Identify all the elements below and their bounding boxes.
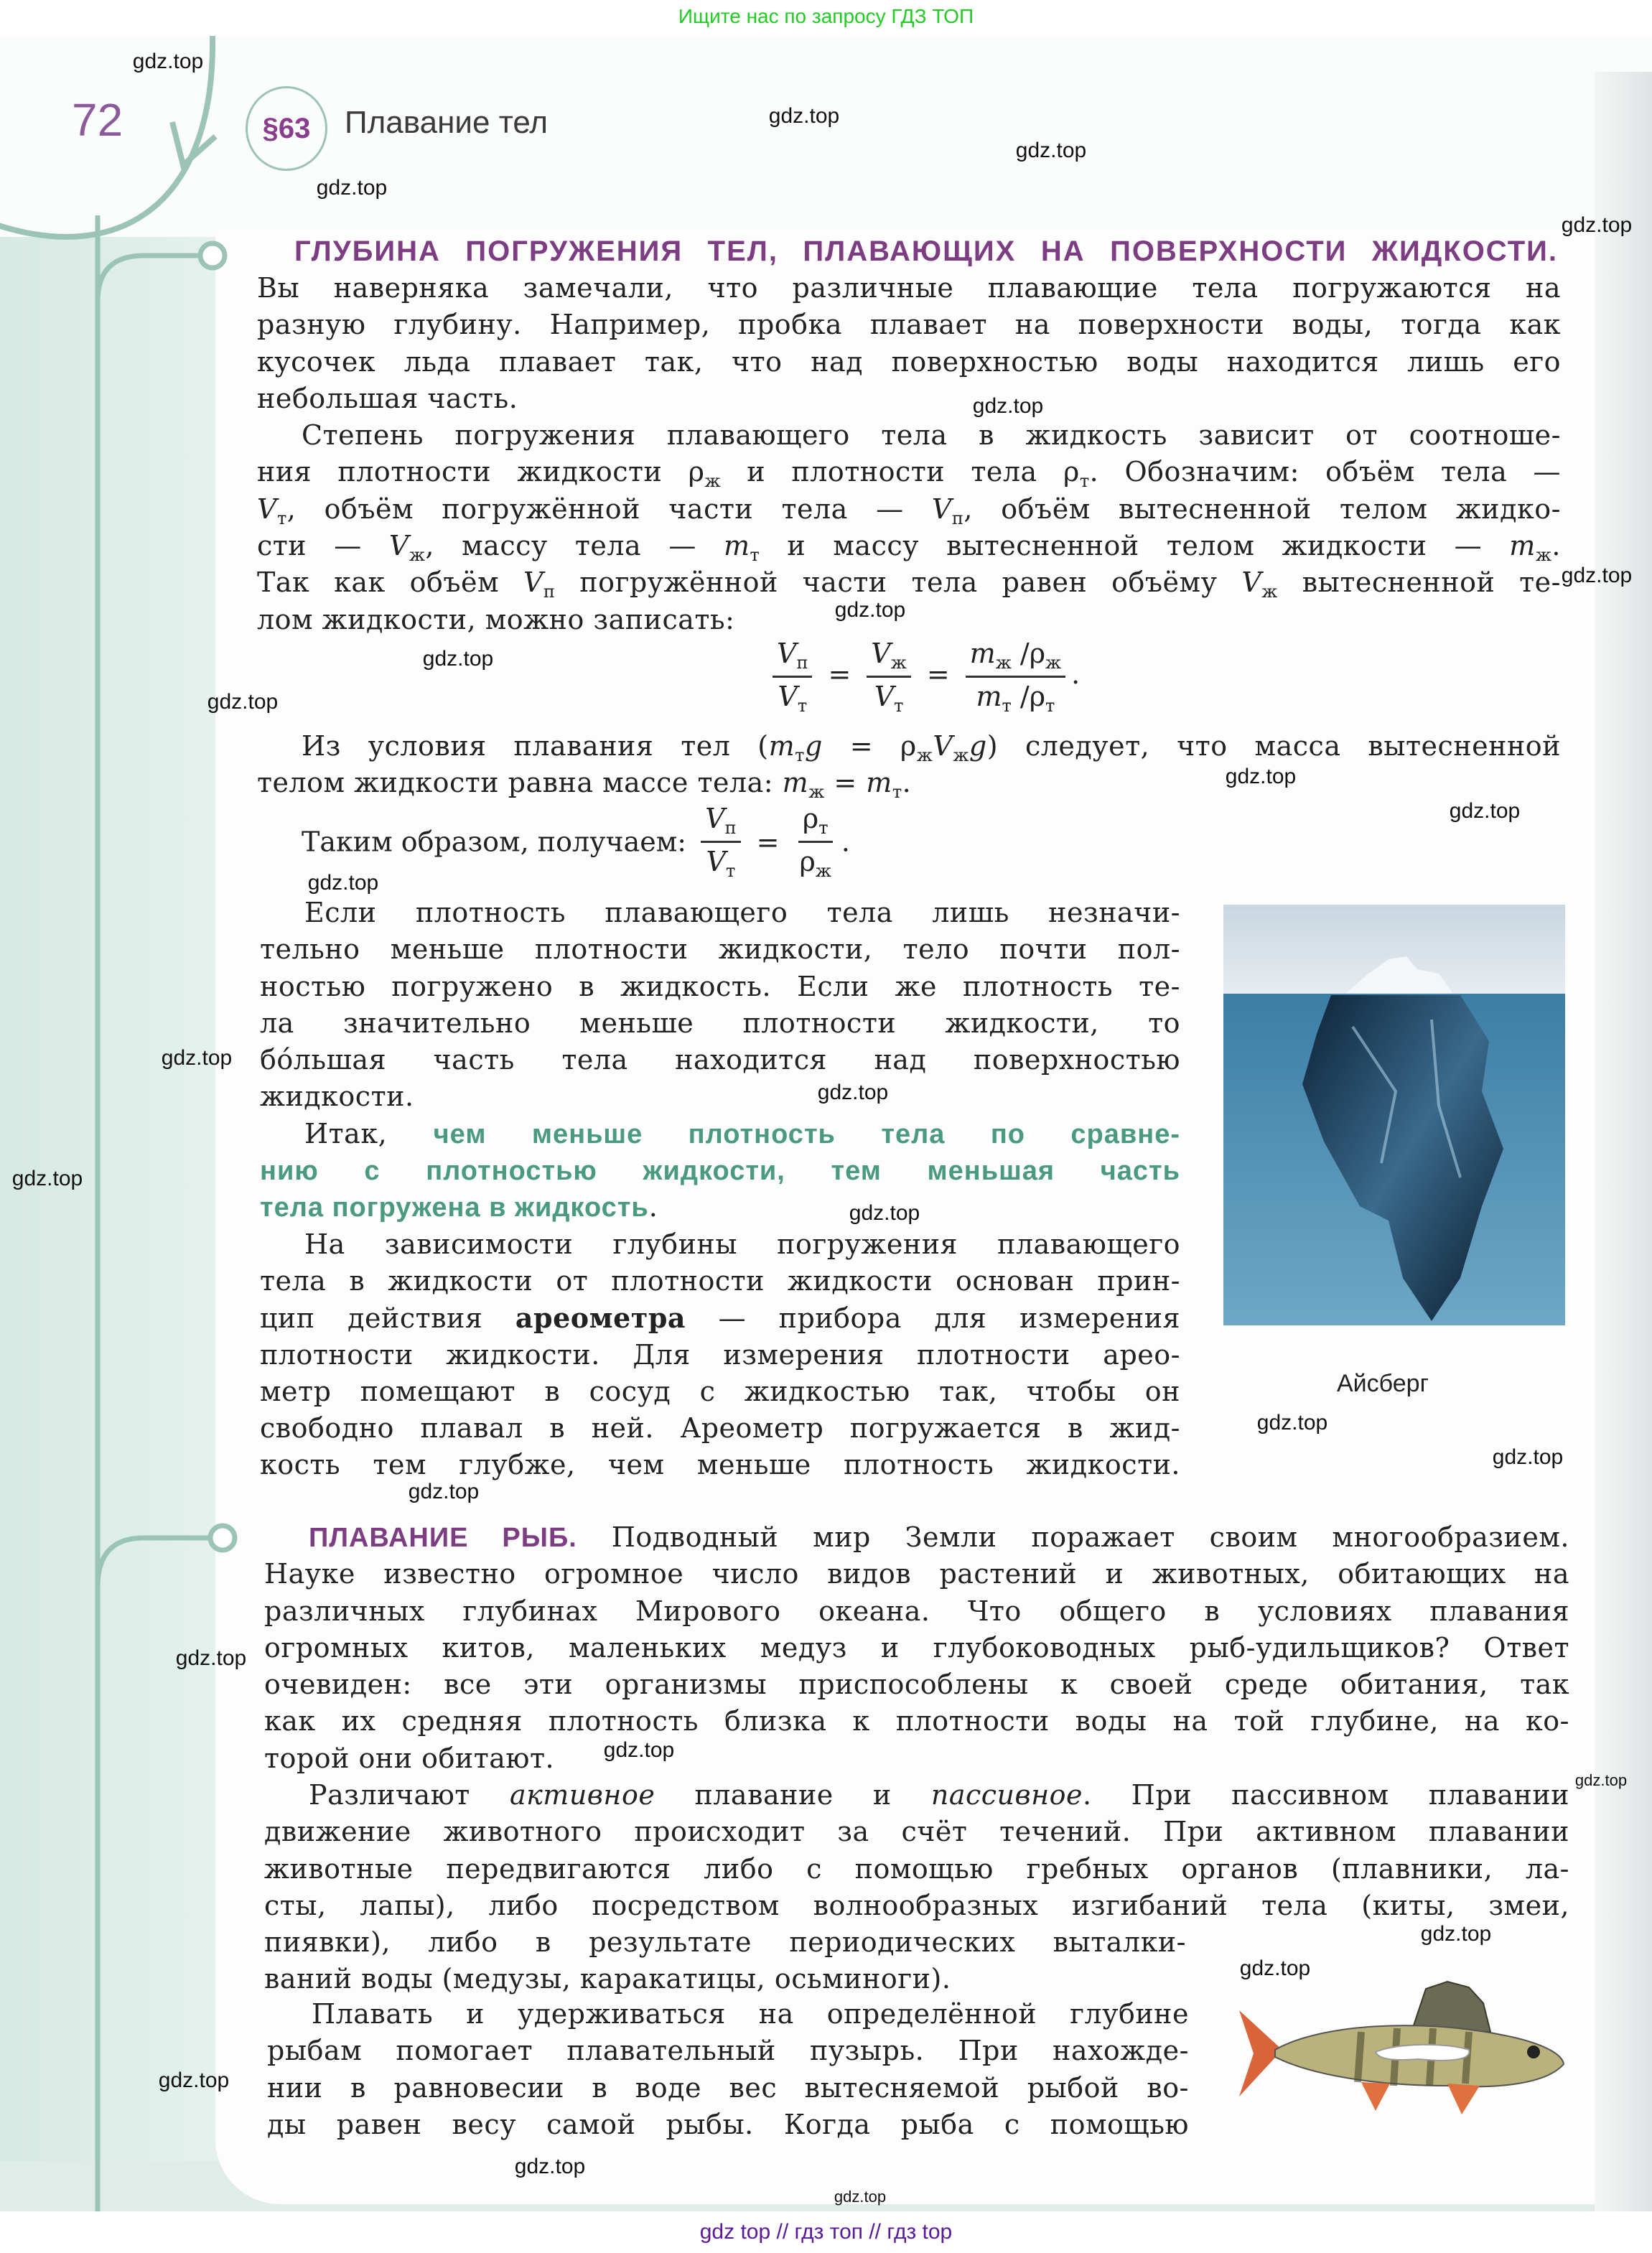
text-segment: и массу вытесненной телом жидкости — (760, 530, 1510, 562)
watermark: gdz.top (1574, 1771, 1628, 1789)
text-segment: движение животного происходит за счёт течений. При активном плавании (264, 1816, 1569, 1848)
text-segment: активное (509, 1779, 655, 1811)
text-line (260, 931, 1180, 968)
text-segment: . (648, 1191, 658, 1223)
text-segment: , объём вытесненной телом жидко- (963, 493, 1561, 525)
highlighted-rule: нию с плотностью жидкости, тем меньшая часть (260, 1156, 1180, 1187)
text-segment: п (543, 582, 556, 602)
text-segment: Если плотность плавающего тела лишь незначи- (304, 897, 1180, 928)
text-segment: нии в равновесии в воде вес вытесняемой рыбой во- (267, 2071, 1189, 2104)
text-line (264, 1703, 1569, 1740)
term-bold: ареометра (515, 1302, 686, 1335)
subscript: ж (890, 653, 907, 673)
watermark: gdz.top (514, 2155, 586, 2178)
text-line (264, 1888, 1569, 1924)
fish-eye (1527, 2046, 1540, 2058)
dorsal-fin (1411, 1982, 1490, 2032)
subscript: п (724, 818, 737, 838)
text-line (257, 454, 1561, 490)
text-segment: п (951, 508, 964, 528)
text-segment: очевиден: все эти организмы приспособлены к своей среде обитания, так (264, 1669, 1569, 1701)
text-segment: ностью погружено в жидкость. Если же плотность те- (260, 970, 1180, 1002)
text-segment: огромных китов, маленьких медуз и глубоководных рыб-удильщиков? Ответ (264, 1631, 1569, 1664)
equals: = (756, 826, 780, 858)
watermark: gdz.top (1256, 1411, 1328, 1435)
text-segment: ды равен весу самой рыбы. Когда рыба с помощью (267, 2108, 1189, 2140)
section-node-2 (210, 1526, 235, 1550)
text-line (264, 1814, 1569, 1850)
text-segment: тела в жидкости от плотности жидкости основан прин- (260, 1264, 1180, 1297)
section-heading-fish: ПЛАВАНИЕ РЫБ. (309, 1523, 577, 1553)
text-line (257, 564, 1561, 601)
text-line (264, 1740, 1569, 1777)
text-segment: . При пассивном плавании (1083, 1779, 1569, 1811)
watermark: gdz.top (1420, 1922, 1492, 1946)
text-line (257, 270, 1561, 307)
var: ρ (1029, 638, 1046, 669)
fraction (701, 803, 740, 881)
section-heading-depth: ГЛУБИНА ПОГРУЖЕНИЯ ТЕЛ, ПЛАВАЮЩИХ НА ПОВЕРХНОСТИ ЖИДКОСТИ. (294, 235, 1558, 267)
watermark: gdz.top (768, 104, 840, 128)
text-segment: , объём погружённой части тела — (286, 493, 932, 525)
text-segment: пиявки), либо в результате периодических выталки- (264, 1926, 1186, 1958)
text-line (260, 1373, 1180, 1410)
footer-links[interactable]: gdz top // гдз топ // гдз top (0, 2211, 1652, 2253)
text-line (267, 2070, 1189, 2107)
text-line (264, 1961, 1186, 1997)
text-segment: ж (808, 782, 825, 803)
fraction (795, 803, 836, 881)
text-segment: V (1241, 566, 1262, 599)
slash: / (1019, 681, 1030, 712)
text-segment: . Обозначим: объём тела — (1089, 456, 1562, 488)
text-line (257, 765, 1561, 801)
text-line (260, 1447, 1180, 1483)
text-segment: ния плотности жидкости ρ (257, 456, 705, 488)
text-segment: ) следует, что масса вытесненной (986, 730, 1561, 762)
text-segment: плотности жидкости. Для измерения плотности арео- (260, 1338, 1180, 1371)
text-segment: , массу тела — (425, 530, 724, 562)
watermark: gdz.top (834, 2188, 887, 2206)
formula-density-ratio (302, 803, 850, 881)
text-line (257, 381, 1561, 417)
text-segment: m (866, 767, 892, 799)
text-segment: ж (704, 471, 722, 492)
text-segment: разную глубину. Например, пробка плавает на поверхности воды, тогда как (257, 309, 1561, 341)
text-segment: погружённой части тела равен объёму (555, 566, 1242, 599)
formula-lead-text: Таким образом, получаем: (302, 826, 687, 858)
text-segment: ж (916, 745, 933, 765)
iceberg-image (1223, 905, 1565, 1325)
text-segment: = ρ (822, 730, 917, 762)
text-line (264, 1924, 1186, 1961)
page-title: Плавание тел (345, 105, 549, 140)
paragraph-block (260, 895, 1180, 1484)
text-segment: V (257, 493, 277, 525)
text-segment: Науке известно огромное число видов растений и животных, обитающих на (264, 1558, 1569, 1590)
fraction (773, 638, 812, 716)
text-segment: т (750, 545, 760, 566)
text-segment: свободно плавал в ней. Ареометр погружается в жид- (260, 1412, 1180, 1445)
anal-fin (1361, 2082, 1390, 2111)
text-line (260, 1005, 1180, 1042)
subscript: т (726, 861, 736, 881)
text-line (264, 1630, 1569, 1666)
text-segment: различных глубинах Мирового океана. Что общего в условиях плавания (264, 1595, 1569, 1627)
subscript: т (818, 818, 829, 838)
text-segment: На зависимости глубины погружения плавающего (304, 1228, 1180, 1260)
text-segment: Степень погружения плавающего тела в жидкость зависит от соотноше- (302, 419, 1561, 452)
watermark: gdz.top (972, 394, 1044, 418)
watermark: gdz.top (422, 647, 494, 671)
text-segment: пассивное (930, 1779, 1083, 1811)
text-line (260, 1116, 1180, 1152)
var: V (706, 846, 727, 877)
paragraph-badge (246, 86, 327, 171)
text-segment: т (1079, 471, 1090, 492)
page-edge-shadow (1595, 72, 1652, 2247)
text-line (264, 1556, 1569, 1592)
text-line (267, 2033, 1189, 2069)
watermark: gdz.top (1492, 1445, 1564, 1469)
text-segment: животные передвигаются либо с помощью гребных органов (плавники, ла- (264, 1852, 1569, 1885)
connector-1 (98, 256, 200, 302)
period: . (1071, 658, 1081, 690)
text-segment: сти — (257, 530, 389, 562)
paragraph-number: §63 (262, 113, 311, 144)
text-segment: лом жидкости, можно записать: (257, 603, 735, 635)
text-line (267, 2107, 1189, 2143)
text-segment: . (1551, 530, 1561, 562)
text-segment: g (969, 730, 987, 762)
watermark: gdz.top (408, 1480, 480, 1503)
text-segment: Различают (309, 1779, 510, 1811)
text-segment: ла значительно меньше плотности жидкости, то (260, 1007, 1180, 1039)
connector-2 (98, 1538, 210, 1587)
text-line (260, 1263, 1180, 1300)
slash: / (1019, 638, 1030, 669)
equals: = (828, 658, 851, 690)
text-segment: метр помещают в сосуд с жидкостью так, чтобы он (260, 1375, 1180, 1407)
text-segment: Из условия плавания тел ( (302, 730, 769, 762)
text-line (257, 728, 1561, 765)
text-line (264, 1593, 1569, 1630)
text-segment: небольшая часть. (257, 382, 518, 414)
text-segment: m (723, 530, 750, 562)
fraction (867, 638, 911, 716)
watermark: gdz.top (307, 871, 379, 895)
var: ρ (799, 846, 816, 877)
subscript: ж (995, 653, 1012, 673)
text-segment: цип действия (260, 1302, 515, 1335)
text-line (260, 1226, 1180, 1263)
text-segment: как их средняя плотность близка к плотности воды на той глубине, на ко- (264, 1705, 1569, 1737)
watermark: gdz.top (175, 1646, 247, 1670)
subscript: п (796, 653, 808, 673)
watermark: gdz.top (1561, 213, 1633, 237)
text-segment: ж (953, 745, 969, 765)
swim-bladder (1376, 2045, 1469, 2061)
highlighted-rule: тела погружена в жидкость (260, 1193, 649, 1223)
var: ρ (1029, 681, 1046, 712)
text-segment: V (523, 566, 543, 599)
watermark: gdz.top (1449, 799, 1521, 823)
text-segment: Подводный мир Земли поражает своим многообразием. (577, 1521, 1569, 1553)
watermark: gdz.top (161, 1046, 233, 1070)
var: V (874, 681, 895, 712)
iceberg-caption: Айсберг (1337, 1370, 1429, 1397)
text-line (260, 1078, 1180, 1115)
subscript: ж (815, 861, 831, 881)
text-segment: m (782, 767, 809, 799)
paragraph-block (267, 1996, 1189, 2143)
text-line (260, 1410, 1180, 1447)
paragraph-block (264, 1519, 1569, 1924)
text-line (267, 1996, 1189, 2033)
page-number: 72 (72, 94, 123, 146)
watermark: gdz.top (158, 2068, 230, 2092)
text-line (260, 1300, 1180, 1336)
text-segment: g (804, 730, 823, 762)
text-line (264, 1851, 1569, 1888)
var: ρ (802, 803, 819, 834)
watermark: gdz.top (834, 598, 906, 622)
fraction (966, 638, 1065, 716)
text-segment: V (388, 530, 409, 562)
subscript: т (1002, 696, 1012, 716)
subscript: т (797, 696, 808, 716)
text-segment: сты, лапы), либо посредством волнообразных изгибаний тела (киты, змеи, (264, 1889, 1569, 1921)
watermark: gdz.top (849, 1201, 920, 1225)
watermark: gdz.top (817, 1081, 889, 1104)
text-line (257, 491, 1561, 528)
text-segment: плавание и (655, 1779, 931, 1811)
text-segment: — прибора для измерения (686, 1302, 1180, 1335)
text-segment: m (768, 730, 795, 762)
text-segment: торой они обитают. (264, 1742, 555, 1774)
text-segment: и плотности тела ρ (721, 456, 1080, 488)
text-segment: жидкости. (260, 1081, 414, 1113)
paragraph-block (257, 270, 1561, 638)
watermark: gdz.top (1015, 139, 1087, 162)
text-line (260, 1152, 1180, 1189)
paragraph-block (264, 1924, 1186, 1998)
search-banner[interactable]: Ищите нас по запросу ГДЗ ТОП (0, 0, 1652, 36)
text-line (260, 1042, 1180, 1078)
subscript: ж (1045, 653, 1062, 673)
text-segment: т (276, 508, 287, 528)
text-line (260, 969, 1180, 1005)
text-segment: . (902, 767, 912, 799)
watermark: gdz.top (207, 690, 279, 714)
var: V (778, 681, 798, 712)
period: . (841, 826, 851, 858)
text-line (264, 1666, 1569, 1703)
text-line (257, 602, 1561, 638)
text-segment: т (892, 782, 902, 803)
formula-volume-ratio (767, 638, 1080, 716)
text-segment: Вы наверняка замечали, что различные плавающие тела погружаются на (257, 272, 1561, 304)
section-node-1 (200, 243, 225, 268)
text-segment: Так как объём (257, 566, 523, 599)
watermark: gdz.top (603, 1738, 675, 1762)
text-segment: бóльшая часть тела находится над поверхностью (260, 1044, 1180, 1076)
watermark: gdz.top (132, 50, 204, 73)
text-line (264, 1777, 1569, 1814)
text-segment: m (1509, 530, 1536, 562)
text-segment: рыбам помогает плавательный пузырь. При нахожде- (267, 2035, 1189, 2067)
var: V (705, 803, 725, 834)
text-line (257, 417, 1561, 454)
var: V (777, 638, 797, 669)
watermark: gdz.top (11, 1167, 83, 1190)
pelvic-fin (1447, 2084, 1480, 2114)
text-segment: = (824, 767, 867, 799)
text-segment: т (795, 745, 805, 765)
text-line (260, 1337, 1180, 1373)
text-line (257, 528, 1561, 564)
text-segment: Плавать и удерживаться на определённой глубине (312, 1998, 1189, 2030)
highlighted-rule: чем меньше плотность тела по сравне- (433, 1119, 1181, 1149)
text-segment: Итак, (304, 1117, 434, 1149)
var: V (871, 638, 891, 669)
subscript: т (1045, 696, 1055, 716)
text-line (257, 307, 1561, 343)
text-segment: V (931, 493, 952, 525)
watermark: gdz.top (1239, 1956, 1311, 1980)
text-segment: тельно меньше плотности жидкости, тело почти пол- (260, 933, 1180, 966)
text-segment: ж (409, 545, 426, 566)
var: m (969, 638, 996, 669)
equals: = (926, 658, 950, 690)
text-segment: кусочек льда плавает так, что над поверхностью воды находится лишь его (257, 345, 1561, 378)
text-segment: ж (1261, 582, 1278, 602)
text-line (257, 344, 1561, 381)
text-segment: телом жидкости равна массе тела: (257, 767, 783, 799)
watermark: gdz.top (316, 176, 388, 200)
text-segment: ваний воды (медузы, каракатицы, осьминоги). (264, 1963, 951, 1995)
text-segment: вытесненной те- (1277, 566, 1561, 599)
watermark: gdz.top (1225, 765, 1297, 788)
var: m (976, 681, 1002, 712)
watermark: gdz.top (1561, 564, 1633, 587)
text-segment: ж (1535, 545, 1552, 566)
text-line (260, 895, 1180, 931)
text-line (260, 1189, 1180, 1226)
perch-fish-image (1232, 1967, 1569, 2125)
text-segment: кость тем глубже, чем меньше плотность жидкости. (260, 1449, 1180, 1481)
margin-decoration (0, 0, 287, 2211)
subscript: т (894, 696, 904, 716)
text-segment: V (933, 730, 953, 762)
text-line (264, 1519, 1569, 1556)
paragraph-block (257, 728, 1561, 802)
